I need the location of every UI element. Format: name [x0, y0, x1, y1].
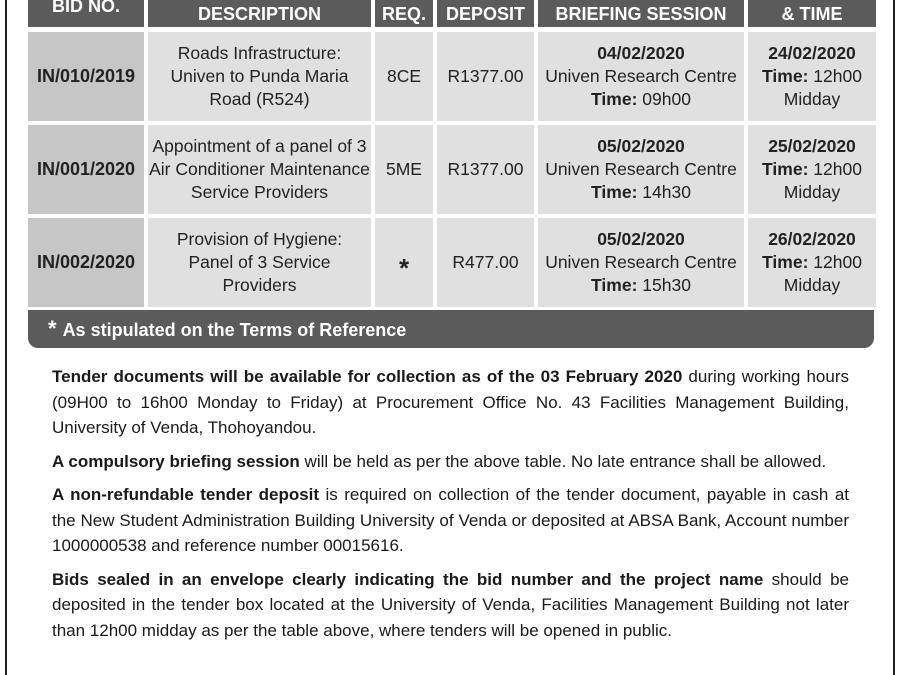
time-label: Time: — [762, 252, 809, 272]
closing-time: 12h00 — [813, 66, 862, 86]
closing-note: Midday — [783, 89, 841, 109]
closing-note: Midday — [783, 275, 841, 295]
closing-date-time — [748, 218, 876, 307]
paragraph-submission: Bids sealed in an envelope clearly indicating the bid number and the project name should be deposited in the tender box located at the University of Venda, Facilities Management Building not later than 12h00 midday as per the table above, where tenders will be opened in public. — [52, 569, 850, 640]
briefing-time: 15h30 — [642, 275, 691, 295]
tender-conditions — [52, 364, 849, 651]
briefing-time: 09h00 — [642, 89, 691, 109]
time-label: Time: — [591, 275, 638, 295]
paragraph-briefing: A compulsory briefing session will be held as per the above table. No late entrance shall be allowed. — [52, 451, 827, 471]
briefing-date: 05/02/2020 — [597, 136, 685, 156]
closing-note: Midday — [783, 182, 841, 202]
bid-number: IN/010/2019 — [28, 32, 144, 121]
paragraph-deposit: A non-refundable tender deposit is required on collection of the tender document, payable in cash at the New Student Administration Building University of Venda or deposited at ABSA Bank, Account number 1000000538 and reference number 00015616. — [52, 485, 849, 555]
briefing-date: 04/02/2020 — [597, 43, 685, 63]
footnote-text: As stipulated on the Terms of Reference — [62, 320, 407, 340]
briefing-venue: Univen Research Centre — [545, 66, 737, 86]
asterisk-icon: * — [48, 316, 57, 341]
header-briefing-session: BRIEFING SESSION — [538, 0, 744, 27]
header-deposit: DEPOSIT — [437, 0, 534, 27]
requirement: 8CE — [375, 32, 433, 121]
briefing-session — [538, 125, 744, 214]
right-border — [893, 0, 895, 675]
bid-number: IN/001/2020 — [28, 125, 144, 214]
asterisk-icon: * — [398, 252, 410, 283]
briefing-venue: Univen Research Centre — [545, 159, 737, 179]
closing-date-time — [748, 32, 876, 121]
closing-time: 12h00 — [813, 252, 862, 272]
closing-date: 25/02/2020 — [768, 136, 856, 156]
time-label: Time: — [591, 89, 638, 109]
briefing-session — [538, 218, 744, 307]
header-req: REQ. — [375, 0, 433, 27]
bid-number: IN/002/2020 — [28, 218, 144, 307]
briefing-venue: Univen Research Centre — [545, 252, 737, 272]
paragraph-collection: Tender documents will be available for collection as of the 03 February 2020 during working hours (09H00 to 16h00 Monday to Friday) at Procurement Office No. 43 Facilities Management Building, University of Venda, Thohoyandou. — [52, 367, 849, 437]
terms-of-reference-footnote — [28, 310, 874, 348]
header-bid-no: BID NO. — [28, 0, 144, 27]
requirement: 5ME — [375, 125, 433, 214]
description: Roads Infrastructure: Univen to Punda Maria Road (R524) — [148, 32, 371, 121]
tender-table — [28, 0, 874, 307]
closing-time: 12h00 — [813, 159, 862, 179]
briefing-session — [538, 32, 744, 121]
briefing-date: 05/02/2020 — [597, 229, 685, 249]
requirement — [375, 218, 433, 307]
time-label: Time: — [762, 159, 809, 179]
deposit: R1377.00 — [437, 32, 534, 121]
time-label: Time: — [591, 182, 638, 202]
time-label: Time: — [762, 66, 809, 86]
description: Provision of Hygiene: Panel of 3 Service Providers — [148, 218, 371, 307]
closing-date-time — [748, 125, 876, 214]
deposit: R1377.00 — [437, 125, 534, 214]
header-closing-time: & TIME — [748, 0, 876, 27]
deposit: R477.00 — [437, 218, 534, 307]
description: Appointment of a panel of 3 Air Conditioner Maintenance Service Providers — [148, 125, 371, 214]
header-description: DESCRIPTION — [148, 0, 371, 27]
closing-date: 24/02/2020 — [768, 43, 856, 63]
closing-date: 26/02/2020 — [768, 229, 856, 249]
briefing-time: 14h30 — [642, 182, 691, 202]
left-border — [5, 0, 7, 675]
